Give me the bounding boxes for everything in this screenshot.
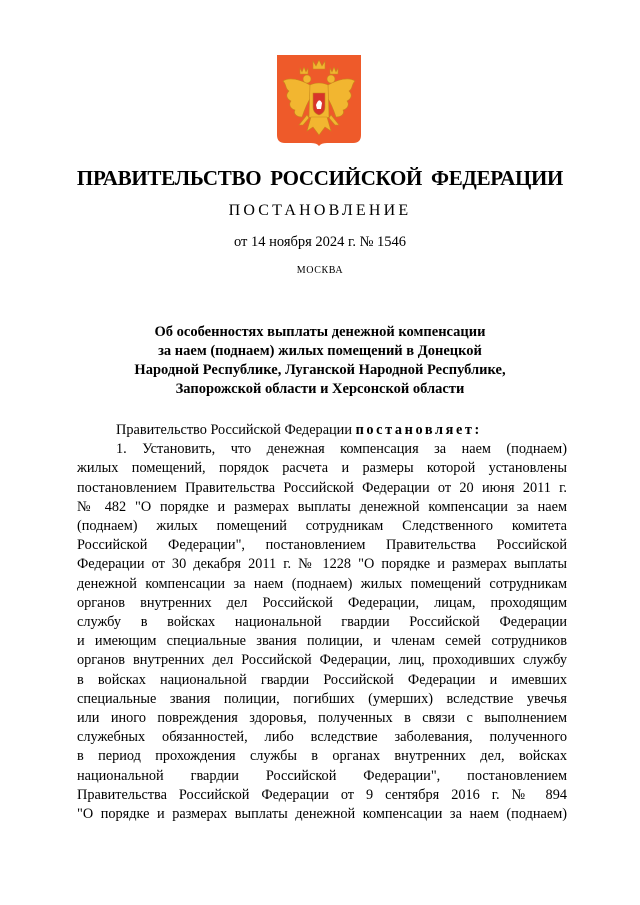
- body-line: жилых помещений, порядок расчета и размеры которой установлены: [77, 460, 567, 477]
- body-line: служебных обязанностей, либо вследствие заболевания, полученного: [77, 729, 567, 746]
- body-line: № 482 "О порядке и размерах выплаты денежной компенсации за наем: [77, 498, 567, 515]
- decree-word: постановляет:: [355, 422, 482, 438]
- heading-line: Запорожской области и Херсонской области: [175, 381, 465, 397]
- document-heading: [0, 323, 640, 399]
- body-line: 1. Установить, что денежная компенсация за наем (поднаем): [116, 441, 567, 458]
- body-line: органов внутренних дел Российской Федерации, лицам, проходящим: [77, 594, 567, 611]
- body-line: Правительства Российской Федерации от 9 сентября 2016 г. № 894: [77, 786, 567, 803]
- body-line: в период прохождения службы в органах внутренних дел, войсках: [77, 748, 567, 765]
- state-emblem: [277, 55, 361, 146]
- body-line: Федерации от 30 декабря 2011 г. № 1228 "О порядке и размерах выплаты: [77, 556, 567, 573]
- document-date-number: от 14 ноября 2024 г. № 1546: [233, 234, 407, 250]
- government-title: ПРАВИТЕЛЬСТВО РОССИЙСКОЙ ФЕДЕРАЦИИ: [76, 166, 564, 190]
- body-line: постановлением Правительства Российской Федерации от 20 июня 2011 г.: [77, 479, 567, 496]
- body-line: и имеющим специальные звания полиции, и членам семей сотрудников: [77, 633, 567, 650]
- intro-text: Правительство Российской Федерации: [116, 422, 352, 438]
- body-line: денежной компенсации за наем (поднаем) жилых помещений сотрудникам: [77, 575, 567, 592]
- document-type: ПОСТАНОВЛЕНИЕ: [228, 202, 412, 219]
- body-line: "О порядке и размерах выплаты денежной компенсации за наем (поднаем): [77, 806, 567, 823]
- heading-line: Об особенностях выплаты денежной компенсации: [154, 324, 486, 340]
- body-line: в войсках национальной гвардии Российской Федерации и имевших: [77, 671, 567, 688]
- body-line: органов внутренних дел Российской Федерации, лиц, проходивших службу: [77, 652, 567, 669]
- body-line: (поднаем) жилых помещений сотрудникам Следственного комитета: [77, 518, 567, 535]
- intro-paragraph: [77, 421, 567, 440]
- document-body: [77, 421, 567, 824]
- heading-line: за наем (поднаем) жилых помещений в Донецкой: [158, 343, 482, 359]
- document-city: МОСКВА: [296, 265, 344, 276]
- body-line: службу в войсках национальной гвардии Российской Федерации: [77, 614, 567, 631]
- body-line: или иного повреждения здоровья, полученных в связи с выполнением: [77, 710, 567, 727]
- heading-line: Народной Республике, Луганской Народной Республике,: [134, 362, 506, 378]
- body-line: Российской Федерации", постановлением Правительства Российской: [77, 537, 567, 554]
- body-line: национальной гвардии Российской Федерации", постановлением: [77, 767, 567, 784]
- body-line: специальные звания полиции, погибших (умерших) вследствие увечья: [77, 690, 567, 707]
